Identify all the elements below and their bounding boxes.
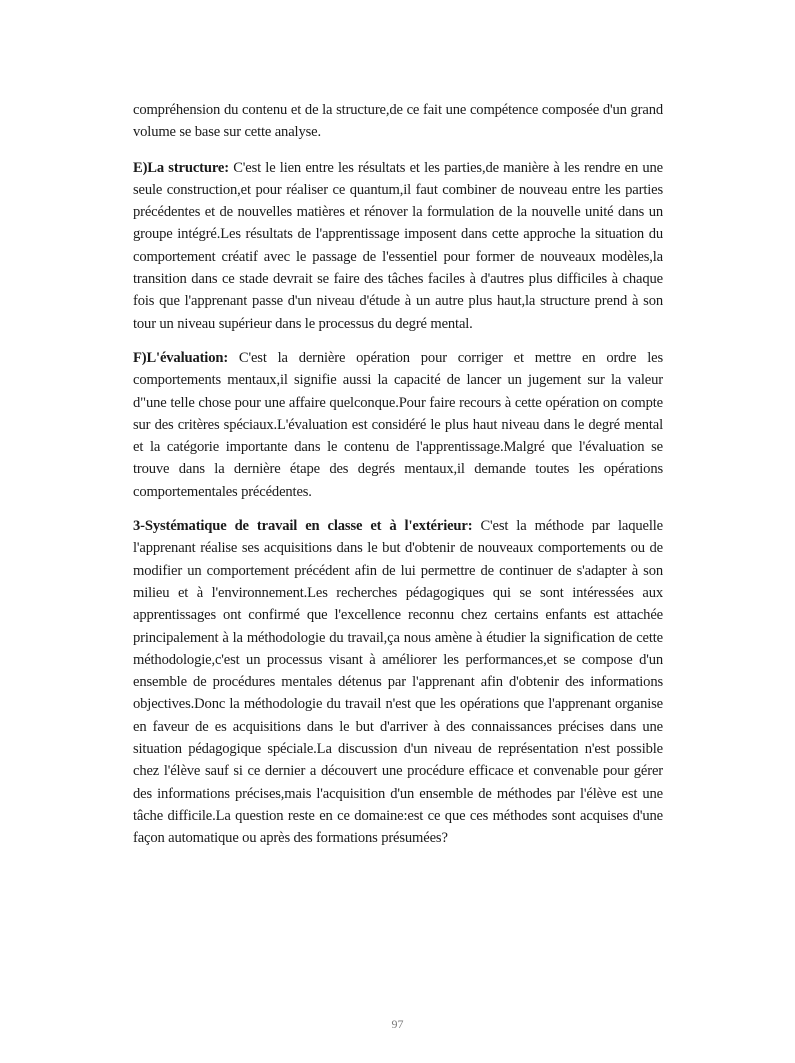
paragraph-systematique (133, 515, 663, 849)
page-number: 97 (391, 1017, 404, 1031)
section-heading-evaluation: F)L'évaluation: (133, 349, 229, 366)
section-heading-structure: E)La structure: (133, 159, 229, 176)
paragraph-text: compréhension du contenu et de la structure,de ce fait une compétence composée d'un grand volume se base sur cette analyse. (133, 102, 663, 141)
paragraph-structure (133, 157, 663, 335)
paragraph-evaluation (133, 347, 663, 503)
paragraph-text: C'est la dernière opération pour corriger et mettre en ordre les comportements mentaux,il signifie aussi la capacité de lancer un jugement sur la valeur d"une telle chose pour une affaire quelconque.Pour faire recours à cette opération on compte sur des critères spéciaux.L'évaluation est considéré le plus haut niveau dans le degré mental et la catégorie importante dans le contenu de l'apprentissage.Malgré que l'évaluation se trouve dans la dernière étape des degrés mentaux,il demande toutes les opérations comportementales précédentes. (133, 349, 663, 500)
paragraph-text: C'est la méthode par laquelle l'apprenant réalise ses acquisitions dans le but d'obtenir de nouveaux comportements ou de modifier un comportement précédent afin de lui permettre de continuer de s'adapter à son milieu et à l'environnement.Les recherches pédagogiques qui se sont intéressées aux apprentissages ont confirmé que l'excellence reconnu chez certains enfants est attachée principalement à la méthodologie du travail,ça nous amène à étudier la signification de cette méthodologie,c'est un processus visant à améliorer les performances,et se compose d'un ensemble de procédures mentales détenus par l'apprenant afin d'obtenir des informations objectives.Donc la méthodologie du travail n'est que les opérations que l'apprenant organise en faveur de es acquisitions dans le but d'arriver à des connaissances précises dans une situation pédagogique spéciale.La discussion d'un niveau de représentation n'est possible chez l'élève sauf si ce dernier a découvert une procédure efficace et convenable pour gérer des informations précises,mais l'acquisition d'un ensemble de méthodes par l'élève est une tâche difficile.La question reste en ce domaine:est ce que ces méthodes sont acquises d'une façon automatique ou après des formations présumées? (133, 518, 663, 847)
page-content (133, 99, 663, 862)
section-heading-systematique: 3-Systématique de travail en classe et à l'extérieur: (133, 518, 473, 535)
paragraph-continuation (133, 99, 663, 144)
paragraph-text: C'est le lien entre les résultats et les parties,de manière à les rendre en une seule construction,et pour réaliser ce quantum,il faut combiner de nouveau entre les parties précédentes et de nouvelles matières et rénover la formulation de la nouvelle unité dans un groupe intégré.Les résultats de l'apprentissage imposent dans cette approche la situation du comportement créatif avec le passage de l'essentiel pour former de nouveaux modèles,la transition dans ce stade devrait se faire des tâches faciles à d'autres plus difficiles à chaque fois que l'apprenant passe d'un niveau d'étude à un autre plus haut,la structure prend à son tour un niveau supérieur dans le processus du degré mental. (133, 159, 663, 332)
